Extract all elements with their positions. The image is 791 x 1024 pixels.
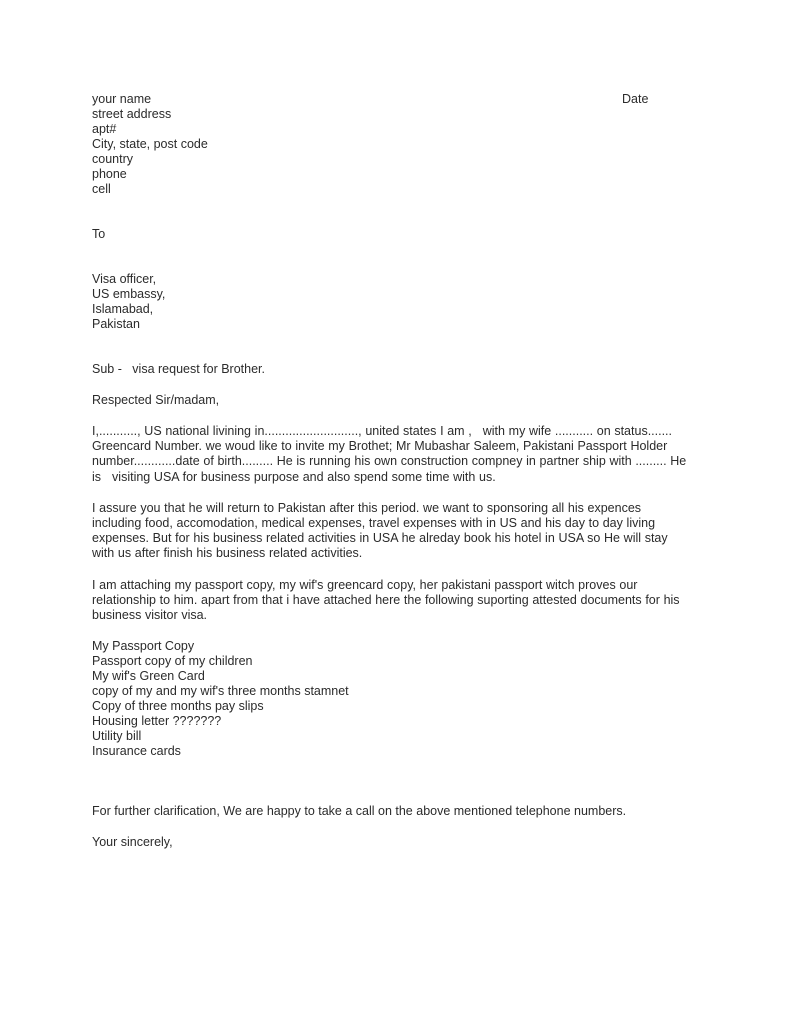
recipient-line: Pakistan — [92, 317, 140, 331]
recipient-line: Islamabad, — [92, 302, 154, 316]
spacer — [92, 759, 700, 789]
sender-line: cell — [92, 182, 111, 196]
attachment-item: copy of my and my wif's three months stamnet — [92, 684, 349, 699]
attachment-item: My wif's Green Card — [92, 669, 205, 684]
subject-line — [92, 362, 700, 377]
spacer — [92, 197, 700, 227]
body-paragraph-2: I assure you that he will return to Pakistan after this period. we want to sponsoring all his expences including food, accomodation, medical expenses, travel expenses with in US and his day to day living expenses. But for his business related activities in USA he alreday book his hotel in USA so He will stay with us after finish his business related activities. — [92, 500, 672, 561]
spacer — [92, 408, 700, 424]
spacer — [92, 332, 700, 362]
letter-body — [92, 92, 700, 850]
spacer — [92, 789, 700, 804]
to-label-text: To — [92, 227, 106, 241]
sender-line: phone — [92, 167, 127, 181]
sign-off: Your sincerely, — [92, 835, 173, 850]
attachment-item: Utility bill — [92, 729, 142, 744]
spacer — [92, 242, 700, 272]
attachments-list — [92, 639, 700, 759]
closing-note: For further clarification, We are happy to take a call on the above mentioned telephone numbers. — [92, 804, 627, 819]
spacer — [92, 623, 700, 639]
sender-line: country — [92, 152, 133, 166]
sender-line: your name — [92, 92, 152, 106]
recipient-line: Visa officer, — [92, 272, 157, 286]
recipient-address-block — [92, 272, 700, 332]
sender-address-block — [92, 92, 700, 197]
sender-line: apt# — [92, 122, 117, 136]
attachment-item: Housing letter ??????? — [92, 714, 222, 729]
attachment-item: My Passport Copy — [92, 639, 195, 654]
salutation-text: Respected Sir/madam, — [92, 393, 220, 407]
spacer — [92, 485, 700, 501]
date-field: Date — [622, 92, 649, 106]
recipient-line: US embassy, — [92, 287, 166, 301]
body-paragraph-1: I,..........., US national livining in..........................., united states I am , with my wife ........... on status....... Greencard Number. we woud like to invite my Brothet; Mr Mubashar Saleem, Pakistani Passport Holder number............date of birth......... He is running his own construction compney in partner ship with ......... He is visiting USA for business purpose and also spend some time with us. — [92, 424, 690, 484]
sender-line: City, state, post code — [92, 137, 208, 151]
salutation — [92, 393, 700, 408]
to-label — [92, 227, 700, 242]
attachment-item: Insurance cards — [92, 744, 181, 759]
spacer — [92, 819, 700, 835]
spacer — [92, 562, 700, 578]
body-paragraph-3: I am attaching my passport copy, my wif's greencard copy, her pakistani passport witch proves our relationship to him. apart from that i have attached here the following suporting attested documents for his business visitor visa. — [92, 577, 684, 623]
spacer — [92, 377, 700, 393]
attachment-item: Copy of three months pay slips — [92, 699, 264, 714]
sender-line: street address — [92, 107, 172, 121]
attachment-item: Passport copy of my children — [92, 654, 253, 669]
subject-text: Sub - visa request for Brother. — [92, 362, 265, 376]
